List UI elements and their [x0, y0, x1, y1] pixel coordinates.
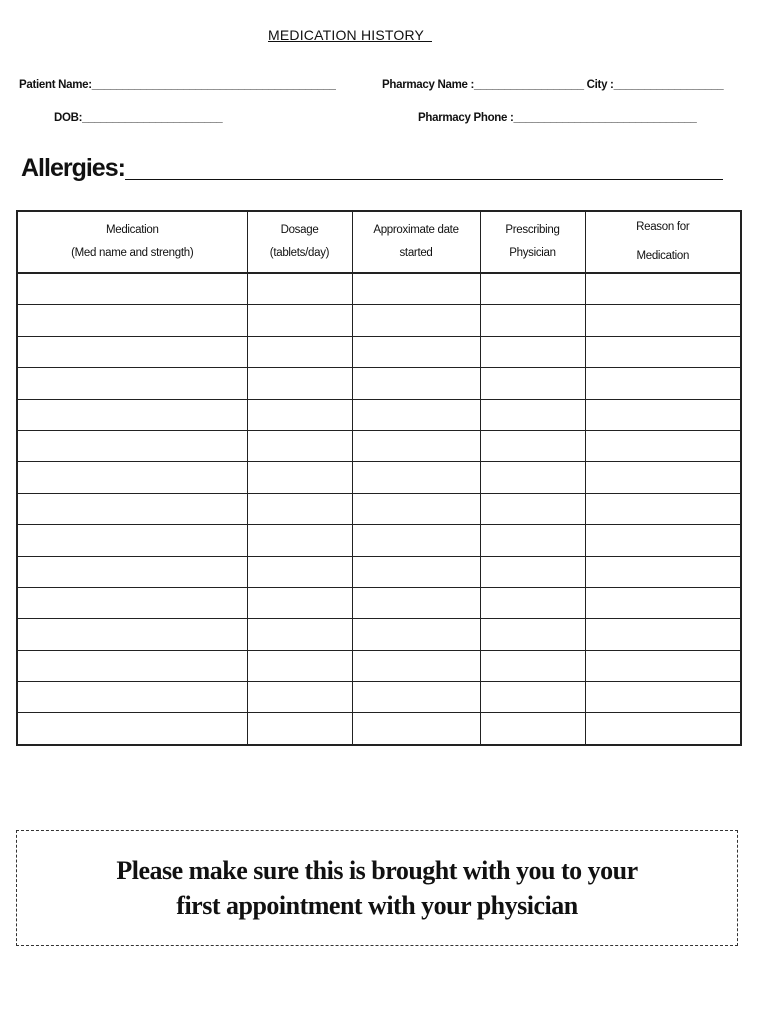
table-cell[interactable] — [480, 650, 585, 681]
table-cell[interactable] — [480, 368, 585, 399]
table-cell[interactable] — [17, 305, 247, 336]
pharmacy-name-city-field[interactable]: Pharmacy Name :__________________ City :__________________ — [382, 79, 724, 91]
table-cell[interactable] — [585, 368, 741, 399]
table-row — [17, 525, 741, 556]
header-medication-line2: (Med name and strength) — [71, 247, 194, 259]
header-reason — [585, 211, 741, 273]
table-cell[interactable] — [247, 336, 352, 367]
table-cell[interactable] — [480, 336, 585, 367]
table-cell[interactable] — [247, 273, 352, 305]
table-cell[interactable] — [247, 650, 352, 681]
table-cell[interactable] — [247, 587, 352, 618]
table-cell[interactable] — [247, 713, 352, 745]
table-cell[interactable] — [17, 713, 247, 745]
header-dosage-line1: Dosage — [280, 224, 319, 236]
table-cell[interactable] — [247, 525, 352, 556]
table-cell[interactable] — [17, 273, 247, 305]
document-title: MEDICATION HISTORY — [268, 27, 432, 43]
table-cell[interactable] — [247, 399, 352, 430]
header-physician — [480, 211, 585, 273]
allergies-label: Allergies: — [21, 154, 125, 182]
table-cell[interactable] — [585, 399, 741, 430]
table-cell[interactable] — [17, 493, 247, 524]
table-cell[interactable] — [585, 650, 741, 681]
table-cell[interactable] — [247, 619, 352, 650]
header-medication-line1: Medication — [105, 224, 159, 236]
table-cell[interactable] — [17, 399, 247, 430]
table-cell[interactable] — [352, 493, 480, 524]
header-dosage-line2: (tablets/day) — [269, 247, 330, 259]
table-cell[interactable] — [480, 430, 585, 461]
header-medication — [17, 211, 247, 273]
header-physician-line2: Physician — [509, 247, 556, 259]
table-cell[interactable] — [247, 368, 352, 399]
table-cell[interactable] — [480, 462, 585, 493]
table-cell[interactable] — [480, 713, 585, 745]
table-cell[interactable] — [585, 713, 741, 745]
dob-field[interactable]: DOB:_______________________ — [54, 112, 223, 124]
table-cell[interactable] — [352, 273, 480, 305]
table-cell[interactable] — [352, 619, 480, 650]
table-cell[interactable] — [247, 430, 352, 461]
table-cell[interactable] — [352, 650, 480, 681]
table-cell[interactable] — [585, 525, 741, 556]
table-cell[interactable] — [585, 273, 741, 305]
table-cell[interactable] — [247, 682, 352, 713]
table-cell[interactable] — [480, 525, 585, 556]
table-row — [17, 713, 741, 745]
table-cell[interactable] — [352, 525, 480, 556]
table-cell[interactable] — [480, 493, 585, 524]
table-cell[interactable] — [17, 462, 247, 493]
table-row — [17, 336, 741, 367]
table-cell[interactable] — [17, 525, 247, 556]
table-row — [17, 273, 741, 305]
header-date-line1: Approximate date — [373, 224, 459, 236]
reminder-notice — [16, 830, 738, 946]
table-row — [17, 682, 741, 713]
table-row — [17, 493, 741, 524]
header-physician-line1: Prescribing — [505, 224, 560, 236]
table-cell[interactable] — [17, 556, 247, 587]
table-cell[interactable] — [352, 430, 480, 461]
table-cell[interactable] — [585, 462, 741, 493]
table-cell[interactable] — [585, 336, 741, 367]
table-cell[interactable] — [585, 305, 741, 336]
table-cell[interactable] — [480, 556, 585, 587]
table-cell[interactable] — [17, 682, 247, 713]
table-cell[interactable] — [585, 493, 741, 524]
table-cell[interactable] — [17, 430, 247, 461]
header-date-line2: started — [399, 247, 433, 259]
table-cell[interactable] — [352, 305, 480, 336]
allergies-line[interactable] — [125, 155, 723, 180]
table-header-row — [17, 211, 741, 273]
notice-line-1: Please make sure this is brought with you to your — [116, 856, 638, 885]
table-cell[interactable] — [480, 619, 585, 650]
table-row — [17, 305, 741, 336]
table-cell[interactable] — [585, 682, 741, 713]
table-row — [17, 619, 741, 650]
pharmacy-phone-field[interactable]: Pharmacy Phone :______________________________ — [418, 112, 697, 124]
table-cell[interactable] — [17, 650, 247, 681]
table-row — [17, 556, 741, 587]
header-date-started — [352, 211, 480, 273]
medication-table — [16, 210, 742, 746]
patient-name-field[interactable]: Patient Name:________________________________________ — [19, 79, 336, 91]
table-row — [17, 368, 741, 399]
table-cell[interactable] — [17, 336, 247, 367]
header-dosage — [247, 211, 352, 273]
table-row — [17, 430, 741, 461]
table-cell[interactable] — [247, 493, 352, 524]
table-cell[interactable] — [352, 682, 480, 713]
table-cell[interactable] — [17, 587, 247, 618]
table-row — [17, 650, 741, 681]
table-body — [17, 273, 741, 745]
table-cell[interactable] — [352, 368, 480, 399]
table-cell[interactable] — [17, 368, 247, 399]
notice-line-2: first appointment with your physician — [176, 891, 578, 920]
table-cell[interactable] — [585, 619, 741, 650]
table-cell[interactable] — [247, 305, 352, 336]
table-row — [17, 587, 741, 618]
table-cell[interactable] — [352, 587, 480, 618]
table-cell[interactable] — [480, 682, 585, 713]
table-cell[interactable] — [480, 305, 585, 336]
table-cell[interactable] — [352, 713, 480, 745]
table-cell[interactable] — [480, 273, 585, 305]
header-reason-line2: Medication — [636, 250, 690, 262]
table-row — [17, 399, 741, 430]
table-row — [17, 462, 741, 493]
table-cell[interactable] — [247, 462, 352, 493]
table-cell[interactable] — [352, 399, 480, 430]
table-cell[interactable] — [352, 556, 480, 587]
table-cell[interactable] — [585, 556, 741, 587]
table-cell[interactable] — [247, 556, 352, 587]
table-cell[interactable] — [352, 462, 480, 493]
header-reason-line1: Reason for — [636, 221, 690, 233]
table-cell[interactable] — [480, 587, 585, 618]
table-cell[interactable] — [352, 336, 480, 367]
table-cell[interactable] — [17, 619, 247, 650]
allergies-field[interactable] — [21, 154, 723, 183]
table-cell[interactable] — [585, 587, 741, 618]
table-cell[interactable] — [585, 430, 741, 461]
table-cell[interactable] — [480, 399, 585, 430]
